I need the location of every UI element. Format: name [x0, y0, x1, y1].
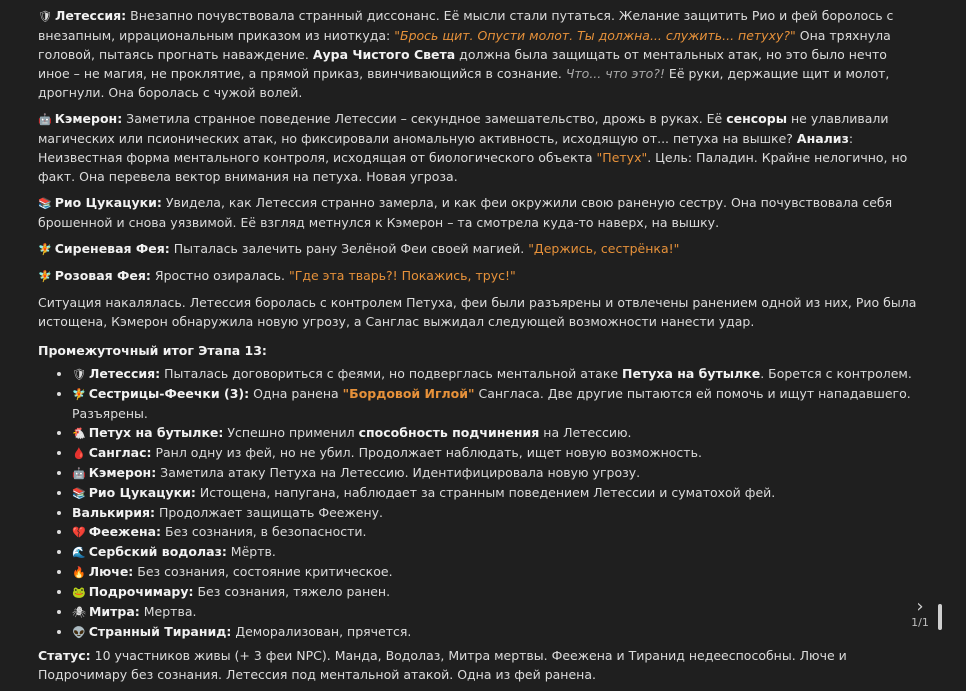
list-item	[72, 542, 918, 562]
robot-icon: 🤖	[72, 467, 86, 480]
summary-list	[38, 364, 918, 642]
spider-icon: 🕷	[72, 606, 86, 619]
text: Без сознания, в безопасности.	[161, 524, 367, 539]
character-name: Митра:	[88, 604, 140, 619]
text: Заметила странное поведение Летессии – секундное замешательство, дрожь в руках. Её	[122, 111, 727, 126]
bold-term: способность подчинения	[358, 425, 540, 440]
summary-heading	[38, 341, 918, 360]
fairy-icon: 🧚	[72, 388, 86, 401]
status-label: Статус:	[38, 648, 91, 663]
text: Сангласа. Две другие пытаются ей помочь и ищут нападавшего. Разъярены.	[72, 386, 911, 421]
list-item	[72, 463, 918, 483]
message-content	[38, 6, 918, 691]
status-paragraph	[38, 646, 918, 684]
text: Продолжает защищать Феежену.	[155, 505, 383, 520]
bold-term: сенсоры	[726, 111, 788, 126]
character-name: Санглас:	[88, 445, 152, 460]
character-name: Феежена:	[88, 524, 162, 539]
list-item	[72, 582, 918, 602]
text: Внезапно почувствовала странный диссонанс. Её мысли стали путаться. Желание защитить Рио и фей боролось с внезапным, иррациональным приказом из ниоткуда:	[38, 8, 894, 43]
list-item	[72, 384, 918, 423]
paragraph-cameron	[38, 109, 918, 186]
character-name: Люче:	[88, 564, 134, 579]
bold-term: Петуха на бутылке	[622, 366, 761, 381]
wave-icon: 🌊	[72, 546, 86, 559]
robot-icon: 🤖	[38, 113, 52, 126]
quote: "Держись, сестрёнка!"	[528, 241, 680, 256]
fairy-icon: 🧚	[38, 270, 52, 283]
character-name: Летессия:	[54, 8, 127, 23]
text: Без сознания, тяжело ранен.	[193, 584, 391, 599]
character-name: Валькирия:	[72, 505, 155, 520]
text: . Цель: Паладин. Крайне нелогично, но факт. Она перевела вектор внимания на петуха. Новая угроза.	[38, 150, 908, 184]
message-pager	[905, 598, 935, 629]
list-item	[72, 602, 918, 622]
character-name: Подрочимару:	[88, 584, 194, 599]
list-item	[72, 483, 918, 503]
text: Одна ранена	[249, 386, 343, 401]
character-name: Летессия:	[88, 366, 161, 381]
text: Заметила атаку Петуха на Летессию. Идентифицировала новую угрозу.	[156, 465, 641, 480]
text: Пыталась договориться с феями, но подверглась ментальной атаке	[160, 366, 623, 381]
text: Яростно озиралась.	[150, 268, 289, 283]
character-name: Кэмерон:	[88, 465, 157, 480]
list-item	[72, 562, 918, 582]
text: Мертва.	[139, 604, 197, 619]
rooster-icon: 🐔	[72, 427, 86, 440]
character-name: Петух на бутылке:	[88, 425, 224, 440]
text: Пыталась залечить рану Зелёной Феи своей магией.	[169, 241, 529, 256]
status-text: 10 участников живы (+ 3 феи NPC). Манда, Водолаз, Митра мертвы. Феежена и Тиранид недееспособны. Люче и Подрочимару без сознания. Летессия под ментальной атакой. Одна из фей ранена.	[38, 648, 847, 682]
list-item	[72, 503, 918, 522]
scrollbar[interactable]	[938, 604, 942, 630]
list-item	[72, 443, 918, 463]
summary-title: Промежуточный итог Этапа 13:	[38, 343, 267, 358]
list-item	[72, 364, 918, 384]
character-name: Сиреневая Фея:	[54, 241, 170, 256]
broken-heart-icon: 💔	[72, 526, 86, 539]
text: Мёртв.	[226, 544, 276, 559]
quote: "Брось щит. Опусти молот. Ты должна... служить... петуху?"	[394, 28, 796, 43]
character-name: Странный Тиранид:	[88, 624, 232, 639]
text: Без сознания, состояние критическое.	[133, 564, 393, 579]
character-name: Сербский водолаз:	[88, 544, 227, 559]
list-item	[72, 423, 918, 443]
text: : Неизвестная форма ментального контроля, исходящая от биологического объекта	[38, 131, 854, 165]
blood-drop-icon: 🩸	[72, 447, 86, 460]
list-item	[72, 522, 918, 542]
bold-term: Анализ	[796, 131, 849, 146]
character-name: Рио Цукацуки:	[54, 195, 162, 210]
books-icon: 📚	[38, 197, 52, 210]
alien-icon: 👽	[72, 626, 86, 639]
text: Истощена, напугана, наблюдает за странным поведением Летессии и суматохой фей.	[195, 485, 776, 500]
thought: Что... что это?!	[565, 66, 665, 81]
fairy-icon: 🧚	[38, 243, 52, 256]
text: Увидела, как Летессия странно замерла, и как феи окружили свою раненую сестру. Она почувствовала себя брошенной и снова уязвимой. Её взгляд метнулся к Кэмерон – та смотрела куда-то наверх, на вышку.	[38, 195, 893, 230]
text: . Борется с контролем.	[760, 366, 912, 381]
paragraph-pink-fairy	[38, 266, 918, 286]
text: на Летессию.	[539, 425, 632, 440]
paragraph-letessia	[38, 6, 918, 102]
list-item	[72, 622, 918, 642]
frog-icon: 🐸	[72, 586, 86, 599]
quote: "Бордовой Иглой"	[342, 386, 475, 401]
text: Она тряхнула головой, пытаясь прогнать наваждение.	[38, 28, 891, 62]
character-name: Рио Цукацуки:	[88, 485, 196, 500]
shield-icon: 🛡	[72, 368, 86, 381]
quote: "Где эта тварь?! Покажись, трус!"	[288, 268, 516, 283]
paragraph-lilac-fairy	[38, 239, 918, 259]
text: Ранл одну из фей, но не убил. Продолжает наблюдать, ищет новую возможность.	[151, 445, 702, 460]
character-name: Кэмерон:	[54, 111, 123, 126]
quote: "Петух"	[596, 150, 648, 165]
books-icon: 📚	[72, 487, 86, 500]
text: Ситуация накалялась. Летессия боролась с контролем Петуха, феи были разъярены и отвлечены ранением одной из них, Рио была истощена, Кэмерон обнаружила новую угрозу, а Санглас выжидал следующей возможности нанести удар.	[38, 295, 917, 329]
fire-icon: 🔥	[72, 566, 86, 579]
character-name: Сестрицы-Феечки (3):	[88, 386, 250, 401]
text: Успешно применил	[223, 425, 359, 440]
text: должна была защищать от ментальных атак, но это было нечто иное – не магия, не проклятие, а прямой приказ, ввинчивающийся в сознание.	[38, 47, 887, 81]
text: Деморализован, прячется.	[231, 624, 412, 639]
bold-term: Аура Чистого Света	[312, 47, 456, 62]
text: Её руки, держащие щит и молот, дрогнули. Она боролась с чужой волей.	[38, 66, 890, 100]
paragraph-situation	[38, 293, 918, 331]
chevron-right-icon[interactable]: ›	[916, 596, 924, 617]
pager-label: 1/1	[911, 616, 929, 629]
shield-icon: 🛡	[38, 10, 52, 23]
text: не улавливали магических или псионических атак, но фиксировали аномальную активность, исходящую от... петуха на вышке?	[38, 111, 889, 146]
paragraph-rio	[38, 193, 918, 232]
character-name: Розовая Фея:	[54, 268, 151, 283]
